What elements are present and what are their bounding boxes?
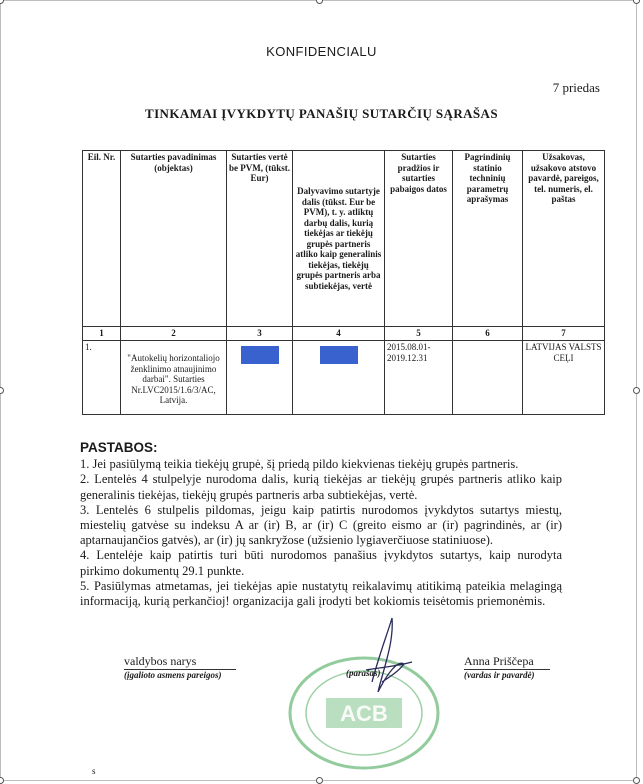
- page-mark: s: [92, 766, 96, 776]
- note-item: 5. Pasiūlymas atmetamas, jei tiekėjas apie nustatytų reikalavimų atitikimą pateikia melagingą informaciją, kurią perkančioj! organizacija gali įrodyti bet kokiomis teisėtomis priemonėmis.: [80, 578, 562, 609]
- header-participation-share: Dalyvavimo sutartyje dalis (tūkst. Eur be PVM), t. y. atliktų darbų dalis, kurią tiekėjas ar tiekėjų grupės partneris atliko kaip generalinis tiekėjas, tiekėjų grupės partneris arba subtiekėjas, vertė: [293, 151, 385, 327]
- note-item: 2. Lentelės 4 stulpelyje nurodoma dalis, kurią tiekėjas ar tiekėjų grupės partneris atliko kaip generalinis tiekėjas, tiekėjų grupės partneris arba subtiekėjas, vertė.: [80, 472, 562, 502]
- note-item: 4. Lentelėje kaip patirtis turi būti nurodomos panašius įvykdytos sutartys, kaip nurodyta pirkimo dokumentų 29.1 punkte.: [80, 548, 562, 578]
- header-client: Užsakovas, užsakovo atstovo pavardė, pareigos, tel. numeris, el. paštas: [523, 151, 605, 327]
- redacted-value: [241, 346, 279, 364]
- parameters-cell: [453, 341, 523, 415]
- participation-share-cell: [293, 341, 385, 415]
- note-item: 1. Jei pasiūlymą teikia tiekėjų grupė, šį priedą pildo kiekvienas tiekėjų grupės partneris.: [80, 457, 519, 472]
- column-number: 6: [453, 327, 523, 341]
- signature-caption: (parašas): [346, 668, 381, 678]
- header-contract-name: Sutarties pavadinimas (objektas): [121, 151, 227, 327]
- contract-value-cell: [227, 341, 293, 415]
- contract-dates: 2015.08.01-2019.12.31: [385, 341, 453, 415]
- header-contract-value: Sutarties vertė be PVM, (tūkst. Eur): [227, 151, 293, 327]
- note-item: 3. Lentelės 6 stulpelis pildomas, jeigu kaip patirtis nurodomos įvykdytos sutartys miestų, miestelių gatvėse su indeksu A ar (ir) B, ar (ir) C (greito eismo ar (ir) pagrindinės, ar (ir) aptarnaujančios gatvės), ar (ir) jų sankryžose (užsienio lygiaverčiuose statiniuose).: [80, 502, 562, 548]
- signatory-name: Anna Priščepa: [464, 654, 550, 670]
- position-caption: (įgalioto asmens pareigos): [124, 670, 222, 680]
- row-number: 1.: [83, 341, 121, 415]
- document-title: TINKAMAI ĮVYKDYTŲ PANAŠIŲ SUTARČIŲ SĄRAŠAS: [145, 106, 498, 121]
- contracts-table: [82, 150, 605, 415]
- signatory-position-block: [124, 654, 236, 680]
- notes-title: PASTABOS:: [80, 440, 158, 455]
- confidential-label: KONFIDENCIALU: [266, 44, 377, 59]
- column-number: 2: [121, 327, 227, 341]
- annex-number: 7 priedas: [552, 80, 600, 95]
- notes-section: [80, 440, 562, 609]
- signatory-position: valdybos narys: [124, 654, 236, 670]
- resize-handle-top-right[interactable]: [633, 0, 640, 4]
- resize-handle-right[interactable]: [633, 387, 640, 394]
- stamp-text: ACB: [340, 701, 388, 726]
- column-number: 4: [293, 327, 385, 341]
- header-dates: Sutarties pradžios ir sutarties pabaigos datos: [385, 151, 453, 327]
- column-number: 5: [385, 327, 453, 341]
- redacted-share: [320, 346, 358, 364]
- signatory-name-block: [464, 654, 550, 680]
- table-header-row: [83, 151, 605, 327]
- header-parameters: Pagrindinių statinio techninių parametrų aprašymas: [453, 151, 523, 327]
- handwritten-signature: [358, 612, 418, 702]
- column-number: 7: [523, 327, 605, 341]
- name-caption: (vardas ir pavardė): [464, 670, 535, 680]
- column-number: 1: [83, 327, 121, 341]
- contract-name: "Autokelių horizontaliojo ženklinimo atnaujinimo darbai". Sutarties Nr.LVC2015/1.6/3/AC, Latvija.: [121, 341, 227, 415]
- column-number-row: [83, 327, 605, 341]
- column-number: 3: [227, 327, 293, 341]
- header-no: Eil. Nr.: [83, 151, 121, 327]
- table-row: [83, 341, 605, 415]
- client-name: LATVIJAS VALSTS CEĻI: [523, 341, 605, 415]
